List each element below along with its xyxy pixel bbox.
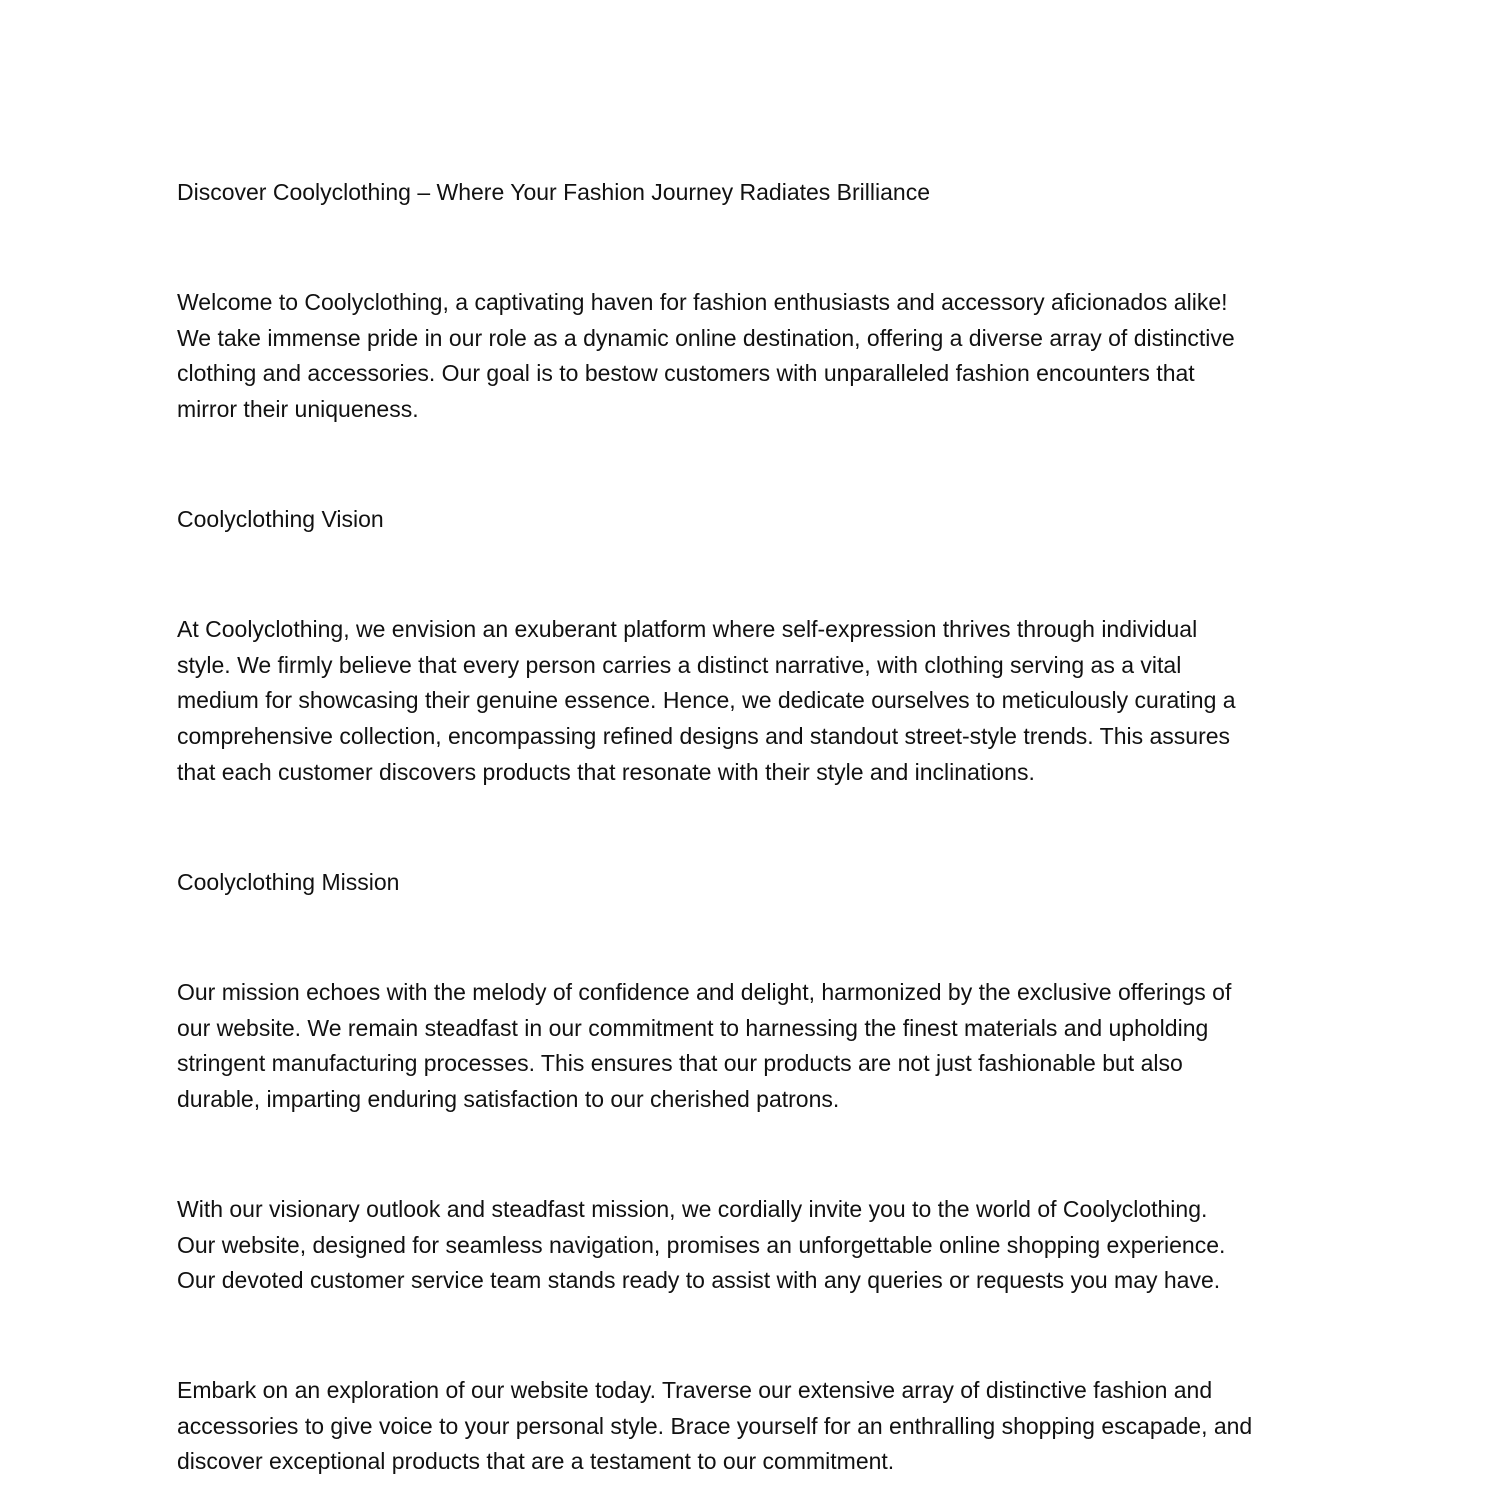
paragraph-line: medium for showcasing their genuine essence. Hence, we dedicate ourselves to meticulously curating a [177,687,1236,714]
paragraph-line: We take immense pride in our role as a dynamic online destination, offering a diverse array of distinctive [177,324,1235,351]
paragraph-line: Our website, designed for seamless navigation, promises an unforgettable online shopping experience. [177,1231,1226,1258]
paragraph-line: Welcome to Coolyclothing, a captivating haven for fashion enthusiasts and accessory aficionados alike! [177,289,1228,315]
vision-paragraph [177,612,1327,791]
invitation-paragraph [177,1192,1327,1299]
mission-heading [177,865,1327,901]
paragraph-line: our website. We remain steadfast in our commitment to harnessing the finest materials and upholding [177,1014,1209,1041]
heading-line: Coolyclothing Mission [177,869,400,895]
mission-paragraph [177,975,1327,1118]
document-title [177,175,1327,211]
title-line: Discover Coolyclothing – Where Your Fashion Journey Radiates Brilliance [177,179,930,205]
paragraph-line: clothing and accessories. Our goal is to bestow customers with unparalleled fashion encounters that [177,360,1195,387]
paragraph-line: accessories to give voice to your personal style. Brace yourself for an enthralling shopping escapade, and [177,1412,1253,1439]
paragraph-line: Embark on an exploration of our website today. Traverse our extensive array of distinctive fashion and [177,1377,1213,1403]
paragraph-line: Our mission echoes with the melody of confidence and delight, harmonized by the exclusive offerings of [177,979,1232,1005]
paragraph-line: mirror their uniqueness. [177,396,419,423]
paragraph-line: durable, imparting enduring satisfaction to our cherished patrons. [177,1086,840,1113]
vision-heading [177,502,1327,538]
heading-line: Coolyclothing Vision [177,506,384,532]
paragraph-line: Our devoted customer service team stands ready to assist with any queries or requests you may have. [177,1267,1221,1294]
closing-paragraph [177,1373,1327,1480]
paragraph-line: At Coolyclothing, we envision an exuberant platform where self-expression thrives through individual [177,616,1198,642]
paragraph-line: that each customer discovers products that resonate with their style and inclinations. [177,758,1035,785]
paragraph-line: discover exceptional products that are a testament to our commitment. [177,1448,895,1475]
paragraph-line: comprehensive collection, encompassing refined designs and standout street-style trends. This assures [177,723,1231,750]
paragraph-line: stringent manufacturing processes. This ensures that our products are not just fashionable but also [177,1050,1183,1077]
paragraph-line: style. We firmly believe that every person carries a distinct narrative, with clothing serving as a vital [177,651,1182,678]
paragraph-line: With our visionary outlook and steadfast mission, we cordially invite you to the world of Coolyclothing. [177,1196,1208,1222]
intro-paragraph [177,285,1327,428]
